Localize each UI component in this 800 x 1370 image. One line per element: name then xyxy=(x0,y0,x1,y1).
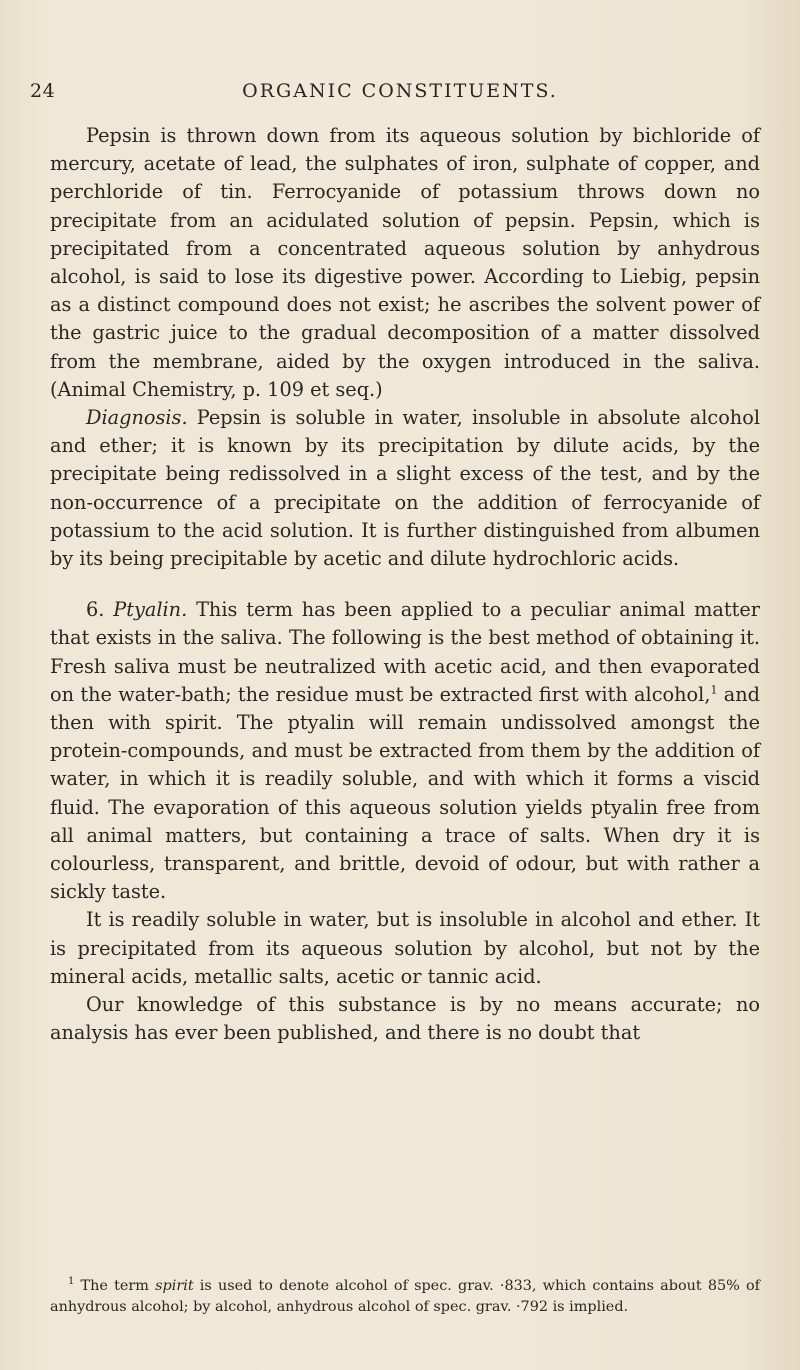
paragraph-ptyalin xyxy=(50,596,760,906)
page-number: 24 xyxy=(30,80,56,102)
footnote-text: The term xyxy=(74,1278,156,1294)
section-number: 6. xyxy=(86,598,114,622)
page-header xyxy=(30,80,770,114)
paragraph-pepsin-precipitation xyxy=(50,122,760,404)
paragraph-text: It is readily soluble in water, but is insoluble in alcohol and ether. It is precipitated from its aqueous solution by alcohol, but not by the mineral acids, metallic salts, acetic or tannic acid. xyxy=(50,908,760,988)
footnote-paragraph xyxy=(50,1276,760,1318)
body-text xyxy=(50,122,760,1048)
paragraph-text: Our knowledge of this substance is by no means accurate; no analysis has ever been published, and there is no doubt that xyxy=(50,993,760,1045)
paragraph-knowledge xyxy=(50,991,760,1047)
footnote-reference: 1 xyxy=(710,683,718,697)
footnote-text: is used to denote alcohol of spec. grav. ·833, which contains about 85% of anhydrous alcohol; by alcohol, anhydrous alcohol of spec. grav. ·792 is implied. xyxy=(50,1278,760,1315)
paragraph-text: This term has been applied to a peculiar animal matter that exists in the saliva. The following is the best method of obtaining it. Fresh saliva must be neutralized with acetic acid, and then evaporated on the water-bath; the residue must be extracted first with alcohol, xyxy=(50,598,760,706)
paragraph-text: and then with spirit. The ptyalin will remain undissolved amongst the protein-compounds, and must be extracted from them by the addition of water, in which it is readily soluble, and with which it forms a viscid fluid. The evaporation of this aqueous solution yields ptyalin free from all animal matters, but containing a trace of salts. When dry it is colourless, transparent, and brittle, devoid of odour, but with rather a sickly taste. xyxy=(50,682,761,904)
footnote xyxy=(50,1276,760,1318)
paragraph-text: Pepsin is soluble in water, insoluble in absolute alcohol and ether; it is known by its precipitation by dilute acids, by the precipitate being redissolved in a slight excess of the test, and by the non-occurrence of a precipitate on the addition of ferrocyanide of potassium to the acid solution. It is further distinguished from albumen by its being precipitable by acetic and dilute hydrochloric acids. xyxy=(50,406,760,571)
paragraph-solubility xyxy=(50,906,760,991)
footnote-marker: 1 xyxy=(68,1276,75,1288)
footnote-term: spirit xyxy=(155,1278,194,1294)
paragraph-text: Pepsin is thrown down from its aqueous solution by bichloride of mercury, acetate of lead, the sulphates of iron, sulphate of copper, and perchloride of tin. Ferrocyanide of potassium throws down no precipitate from an acidulated solution of pepsin. Pepsin, which is precipitated from a concentrated aqueous solution by anhydrous alcohol, is said to lose its digestive power. According to Liebig, pepsin as a distinct compound does not exist; he ascribes the solvent power of the gastric juice to the gradual decomposition of a matter dissolved from the membrane, aided by the oxygen introduced in the saliva. (Animal Chemistry, p. 109 et seq.) xyxy=(50,124,760,401)
ptyalin-label: Ptyalin. xyxy=(113,598,188,622)
paragraph-diagnosis xyxy=(50,404,760,573)
running-head: ORGANIC CONSTITUENTS. xyxy=(242,80,558,102)
diagnosis-label: Diagnosis. xyxy=(86,406,188,430)
